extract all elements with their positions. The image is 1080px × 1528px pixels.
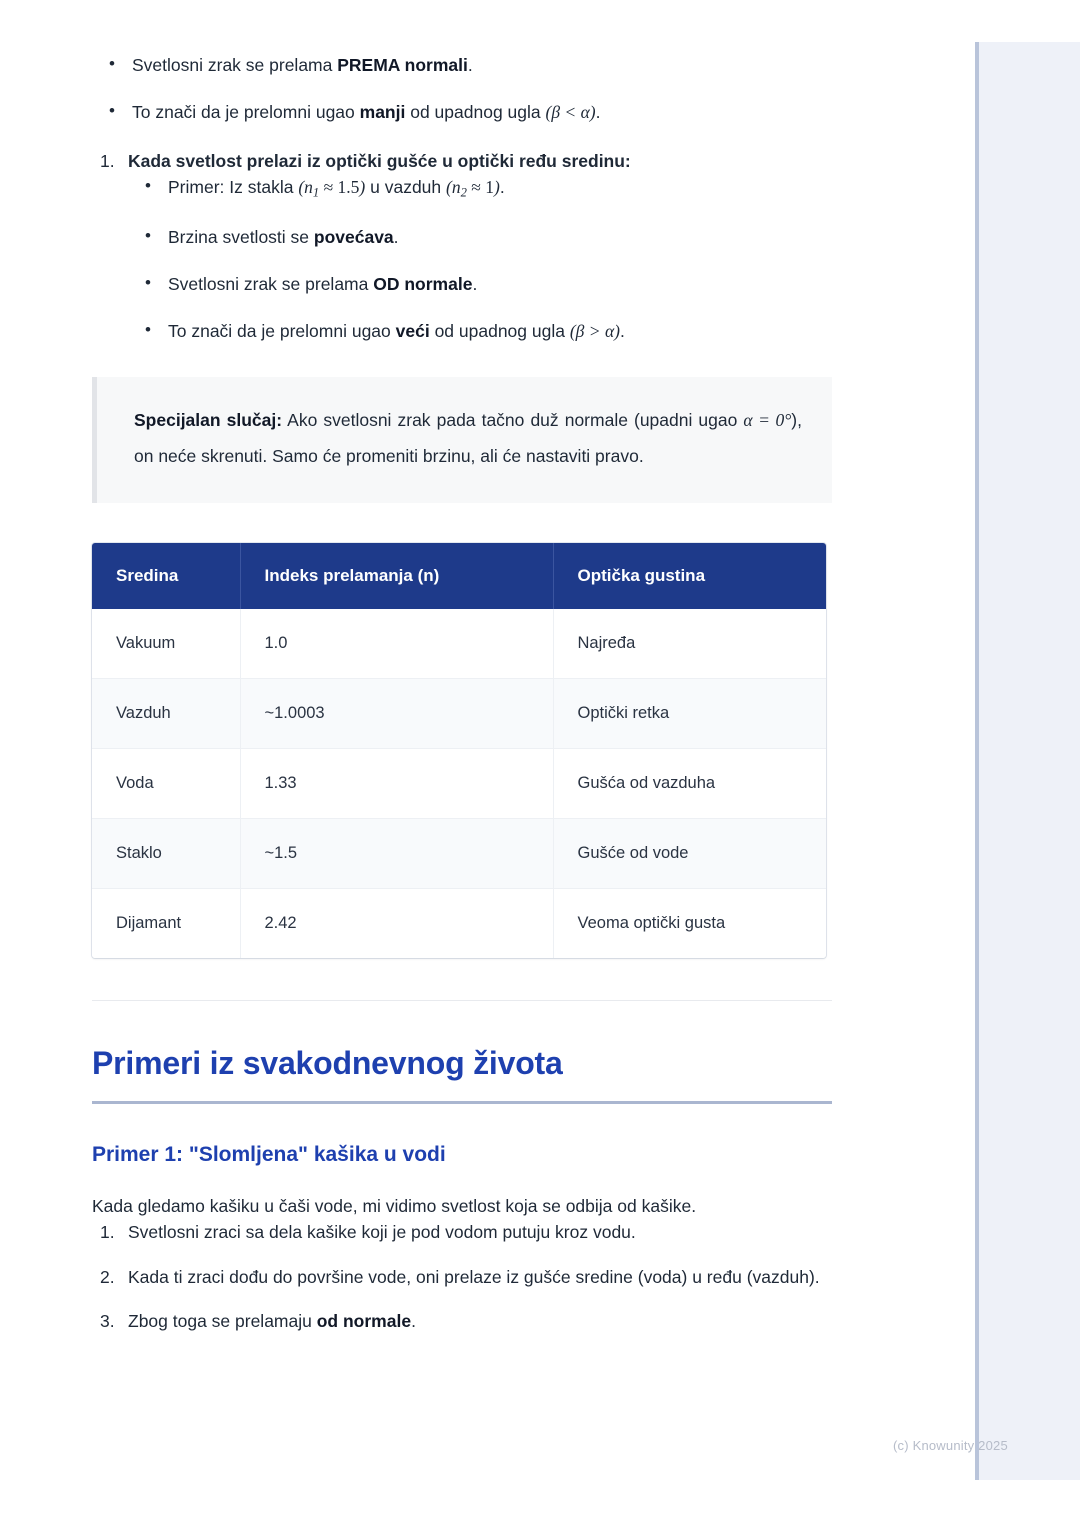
table-row: [92, 889, 826, 959]
top-bullet-list: [92, 0, 832, 126]
refractive-index-table-container: [92, 543, 826, 958]
table-cell-medium: Voda: [92, 749, 240, 819]
example-1-title: Primer 1: "Slomljena" kašika u vodi: [92, 1143, 446, 1166]
table-cell-medium: Staklo: [92, 819, 240, 889]
callout-paragraph: [134, 403, 802, 475]
example-1-steps: [92, 1219, 832, 1335]
bullet-text-pre: Primer: Iz stakla: [168, 177, 299, 198]
table-row: [92, 819, 826, 889]
bullet-text-tail: .: [595, 102, 601, 123]
table-cell-index: 2.42: [240, 889, 553, 959]
right-side-panel: [975, 42, 1080, 1480]
step-text-post: .: [411, 1311, 416, 1332]
table-cell-index: 1.0: [240, 609, 553, 679]
ordered-section-list: [92, 148, 832, 345]
page-title: Primeri iz svakodnevnog života: [92, 1045, 563, 1081]
table-cell-density: Veoma optički gusta: [577, 914, 726, 932]
bullet-text-post: .: [472, 273, 478, 294]
table-cell-index: ~1.0003: [240, 679, 553, 749]
table-header-cell: Optička gustina: [553, 543, 826, 609]
bullet-text-pre: Svetlosni zrak se prelama: [132, 55, 338, 75]
list-item: [92, 99, 832, 125]
list-item: [92, 1219, 832, 1246]
table-cell-medium: Vazduh: [92, 679, 240, 749]
bullet-text-bold: veći: [395, 321, 430, 341]
callout-text-2: ), on neće skrenuti. Samo će promeniti brzinu, ali će nastaviti pravo.: [134, 410, 802, 467]
list-item: [128, 318, 832, 344]
math-inequality: (β < α): [545, 102, 596, 123]
table-row: [92, 679, 826, 749]
copyright-watermark: (c) Knowunity 2025: [893, 1438, 1008, 1453]
list-item-heading: [92, 148, 832, 345]
table-row: [92, 609, 826, 679]
list-item: [92, 52, 832, 78]
table-cell-density: Gušće od vode: [553, 819, 826, 889]
list-item: [128, 224, 832, 250]
step-text-bold: od normale: [316, 1311, 412, 1332]
table-cell-density: Najređa: [553, 609, 826, 679]
table-header-cell: Indeks prelamanja (n): [240, 543, 553, 609]
callout-label: Specijalan slučaj:: [134, 410, 283, 431]
bullet-text-pre: Brzina svetlosti se: [168, 226, 314, 247]
bullet-text-post: .: [393, 226, 399, 247]
list-item: [128, 271, 832, 297]
special-case-callout: [92, 377, 832, 503]
table-cell-density: Optički retka: [553, 679, 826, 749]
step-text: Kada ti zraci dođu do površine vode, oni prelaze iz gušće sredine (voda) u ređu (vazduh).: [128, 1266, 820, 1287]
table-cell-density: Gušća od vazduha: [553, 749, 826, 819]
title-underline: [92, 1101, 832, 1104]
bullet-text-bold: OD normale: [373, 273, 473, 294]
bullet-text-pre: To znači da je prelomni ugao: [132, 102, 360, 123]
section-divider: [92, 1000, 832, 1001]
bullet-text-bold: povećava: [313, 226, 394, 247]
refractive-index-table: [92, 543, 826, 958]
callout-text-1: Ako svetlosni zrak pada tačno duž normale (upadni ugao: [282, 410, 744, 431]
bullet-text-post: od upadnog ugla: [405, 102, 546, 123]
table-row: [92, 749, 826, 819]
list-item: [92, 1264, 832, 1291]
document-content: [92, 0, 832, 1353]
step-text: Svetlosni zraci sa dela kašike koji je pod vodom putuju kroz vodu.: [128, 1222, 636, 1243]
list-item: [128, 174, 832, 202]
bullet-text-pre: To znači da je prelomni ugao: [168, 321, 396, 341]
table-cell-index: ~1.5: [240, 819, 553, 889]
example-1-intro: Kada gledamo kašiku u čaši vode, mi vidimo svetlost koja se odbija od kašike.: [92, 1196, 697, 1216]
bullet-text-post: od upadnog ugla: [429, 321, 570, 341]
math-alpha-zero: α = 0°: [743, 410, 792, 431]
list-item: [92, 1308, 832, 1335]
math-n1: $(n_1 \approx 1.5)$: [298, 177, 366, 200]
bullet-text-bold: manji: [359, 102, 406, 123]
math-n2: $(n_2 \approx 1)$: [446, 177, 500, 200]
table-cell-medium: Dijamant: [92, 889, 240, 959]
bullet-text-post: .: [467, 55, 473, 75]
table-cell-medium: Vakuum: [92, 609, 240, 679]
sub-bullet-list: [128, 174, 832, 344]
ordered-heading-text: Kada svetlost prelazi iz optički gušće u optički ređu sredinu:: [128, 150, 631, 171]
bullet-text-mid: u vazduh: [365, 177, 446, 198]
table-header-row: [92, 543, 826, 609]
math-inequality: (β > α): [569, 321, 620, 341]
table-cell-index: 1.33: [240, 749, 553, 819]
table-header-cell: Sredina: [92, 543, 240, 609]
bullet-text-pre: Svetlosni zrak se prelama: [168, 273, 374, 294]
bullet-text-tail: .: [499, 177, 505, 198]
step-text-pre: Zbog toga se prelamaju: [128, 1311, 317, 1332]
bullet-text-tail: .: [619, 321, 625, 341]
bullet-text-bold: PREMA normali: [337, 55, 468, 75]
